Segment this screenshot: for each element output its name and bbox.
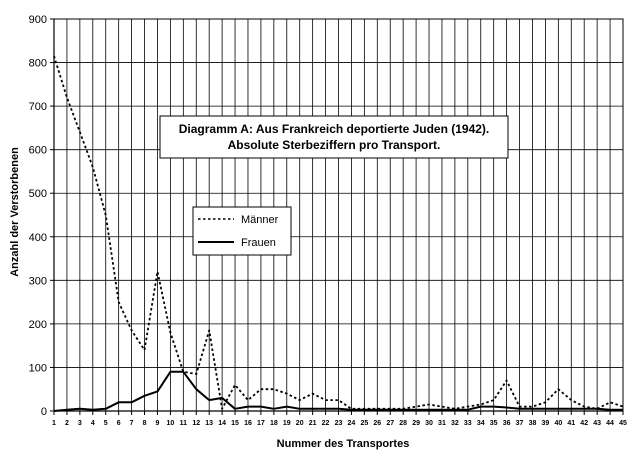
x-tick-label: 24 (347, 420, 356, 427)
legend-label-frauen: Frauen (241, 237, 276, 249)
x-tick-label: 43 (593, 420, 602, 427)
x-tick-label: 20 (295, 420, 304, 427)
x-tick-label: 10 (166, 420, 175, 427)
y-tick-label: 900 (28, 14, 47, 26)
x-tick-label: 28 (399, 420, 408, 427)
x-tick-label: 45 (619, 420, 627, 427)
x-tick-label: 37 (515, 420, 524, 427)
x-tick-label: 44 (606, 420, 614, 427)
x-tick-label: 12 (192, 420, 201, 427)
x-tick-label: 30 (425, 420, 433, 427)
x-tick-label: 29 (412, 420, 420, 427)
y-tick-label: 500 (28, 188, 47, 201)
y-tick-label: 200 (28, 318, 47, 331)
legend-label-maenner: Männer (241, 214, 279, 226)
x-tick-label: 25 (360, 420, 369, 427)
y-axis-label: Anzahl der Verstorbenen (9, 147, 21, 277)
legend (193, 207, 291, 255)
x-tick-label: 15 (231, 420, 239, 427)
x-tick-label: 42 (580, 420, 589, 427)
x-tick-label: 38 (528, 420, 537, 427)
x-tick-label: 3 (77, 420, 82, 427)
x-tick-label: 21 (308, 420, 317, 427)
chart-title-box (160, 116, 508, 158)
y-tick-label: 700 (28, 101, 47, 114)
x-tick-label: 41 (567, 420, 576, 427)
x-tick-label: 35 (489, 420, 498, 427)
x-axis-label: Nummer des Transportes (276, 438, 410, 450)
y-axis-ticks (29, 14, 54, 418)
x-tick-label: 8 (142, 420, 147, 427)
x-tick-label: 11 (179, 420, 188, 427)
x-tick-label: 4 (90, 420, 95, 427)
x-axis-ticks (52, 411, 627, 427)
x-tick-label: 27 (386, 420, 395, 427)
x-tick-label: 13 (205, 420, 214, 427)
x-tick-label: 2 (64, 420, 69, 427)
x-tick-label: 36 (502, 420, 511, 427)
x-tick-label: 14 (218, 420, 227, 427)
x-tick-label: 19 (282, 420, 291, 427)
chart-title-line-1: Diagramm A: Aus Frankreich deportierte Juden (1942). (178, 122, 490, 136)
x-tick-label: 40 (554, 420, 563, 427)
x-tick-label: 22 (321, 420, 330, 427)
y-tick-label: 800 (28, 57, 47, 70)
x-tick-label: 26 (373, 420, 382, 427)
x-tick-label: 32 (450, 420, 459, 427)
x-tick-label: 33 (463, 420, 472, 427)
x-tick-label: 9 (155, 420, 160, 427)
x-tick-label: 18 (269, 420, 278, 427)
y-tick-label: 300 (28, 275, 47, 288)
y-tick-label: 400 (28, 231, 47, 244)
chart-title-line-2: Absolute Sterbeziffern pro Transport. (227, 138, 441, 152)
x-tick-label: 39 (541, 420, 550, 427)
x-tick-label: 1 (52, 420, 56, 427)
x-tick-label: 31 (438, 420, 446, 427)
x-tick-label: 17 (257, 420, 265, 427)
x-tick-label: 34 (476, 420, 485, 427)
y-tick-label: 0 (40, 406, 47, 418)
x-tick-label: 7 (129, 420, 134, 427)
grid (54, 19, 623, 411)
y-tick-label: 100 (28, 362, 47, 375)
x-tick-label: 5 (103, 420, 108, 427)
y-tick-label: 600 (28, 144, 47, 157)
x-tick-label: 23 (334, 420, 343, 427)
x-tick-label: 16 (244, 420, 252, 427)
x-tick-label: 6 (116, 420, 121, 427)
